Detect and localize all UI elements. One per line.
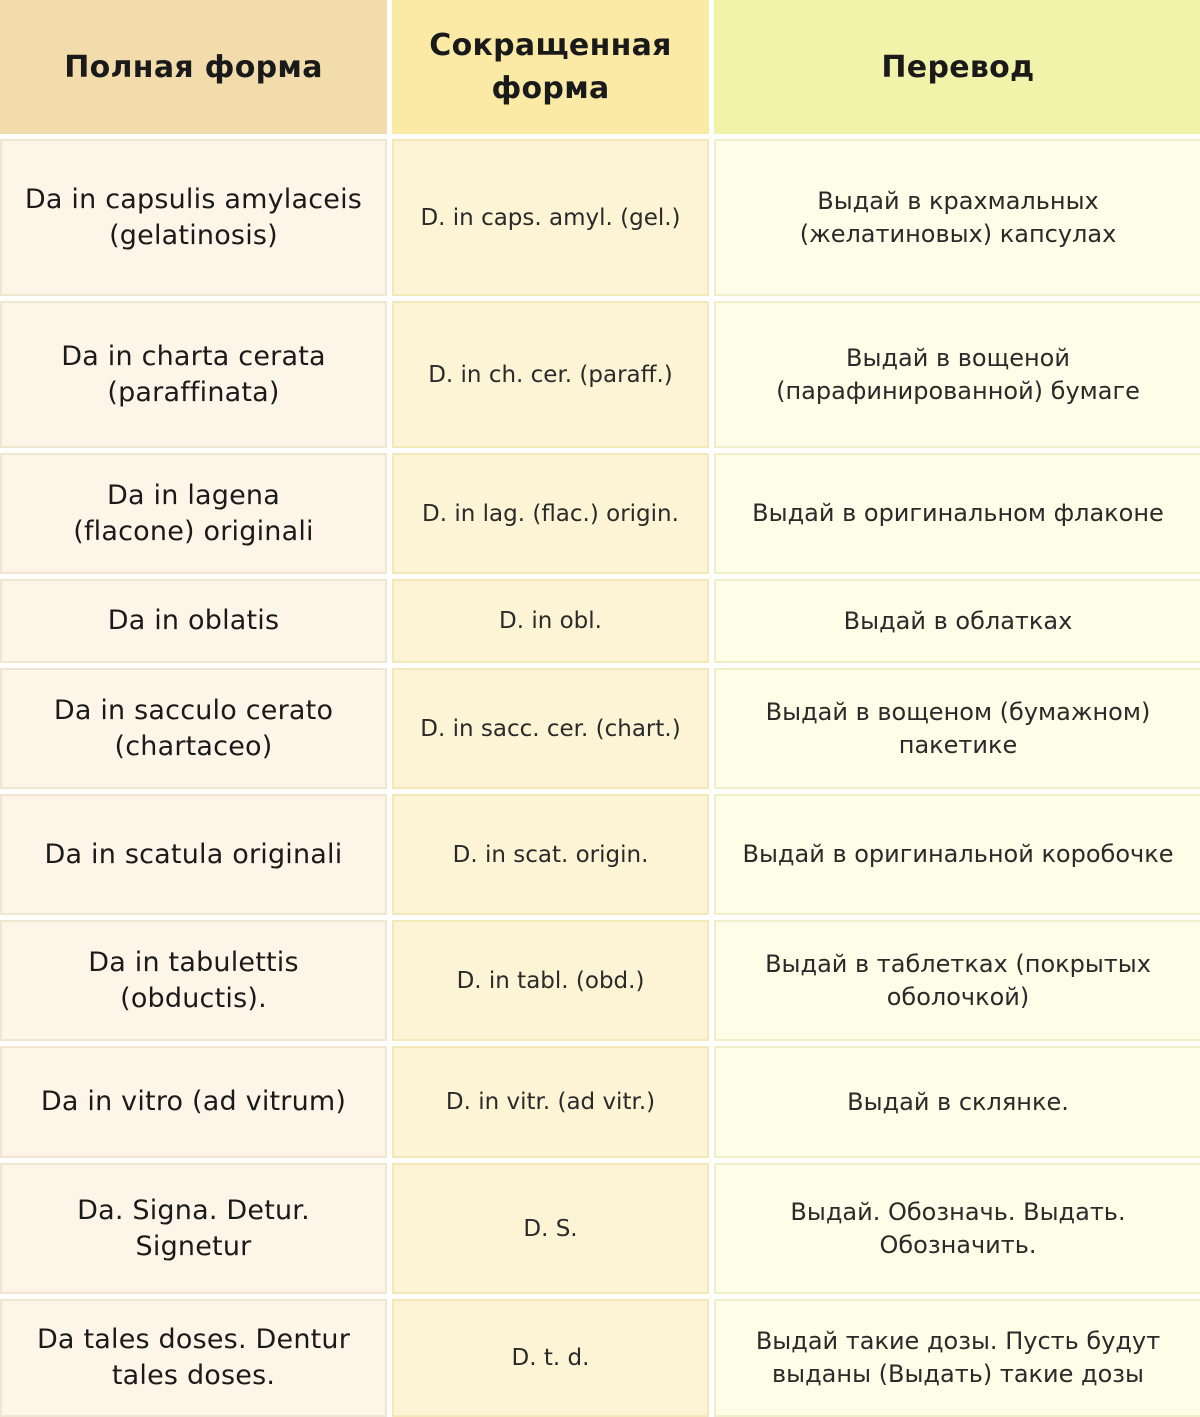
row-1-short-form: D. in caps. amyl. (gel.) [392, 139, 709, 296]
row-9-short-form: D. S. [392, 1163, 709, 1294]
row-8-full-form: Da in vitro (ad vitrum) [0, 1046, 387, 1158]
row-3-full-form: Da in lagena (flacone) originali [0, 453, 387, 574]
row-10-translation: Выдай такие дозы. Пусть будут выданы (Выдать) такие дозы [714, 1299, 1200, 1417]
row-10-full-form: Da tales doses. Dentur tales doses. [0, 1299, 387, 1417]
row-2-short-form: D. in ch. cer. (paraff.) [392, 301, 709, 448]
row-6-full-form: Da in scatula originali [0, 794, 387, 915]
row-8-translation: Выдай в склянке. [714, 1046, 1200, 1158]
row-2-full-form: Da in charta cerata (paraffinata) [0, 301, 387, 448]
row-7-full-form: Da in tabulettis (obductis). [0, 920, 387, 1041]
row-1-translation: Выдай в крахмальных (желатиновых) капсулах [714, 139, 1200, 296]
row-5-translation: Выдай в вощеном (бумажном) пакетике [714, 668, 1200, 789]
row-10-short-form: D. t. d. [392, 1299, 709, 1417]
row-7-translation: Выдай в таблетках (покрытых оболочкой) [714, 920, 1200, 1041]
row-8-short-form: D. in vitr. (ad vitr.) [392, 1046, 709, 1158]
row-3-translation: Выдай в оригинальном флаконе [714, 453, 1200, 574]
row-2-translation: Выдай в вощеной (парафинированной) бумаге [714, 301, 1200, 448]
row-9-translation: Выдай. Обозначь. Выдать. Обозначить. [714, 1163, 1200, 1294]
row-3-short-form: D. in lag. (flac.) origin. [392, 453, 709, 574]
row-7-short-form: D. in tabl. (obd.) [392, 920, 709, 1041]
row-1-full-form: Da in capsulis amylaceis (gelatinosis) [0, 139, 387, 296]
header-full-form: Полная форма [0, 0, 387, 134]
row-6-short-form: D. in scat. origin. [392, 794, 709, 915]
row-4-short-form: D. in obl. [392, 579, 709, 663]
header-short-form: Сокращенная форма [392, 0, 709, 134]
row-4-translation: Выдай в облатках [714, 579, 1200, 663]
row-9-full-form: Da. Signa. Detur. Signetur [0, 1163, 387, 1294]
row-5-full-form: Da in sacculo cerato (chartaceo) [0, 668, 387, 789]
row-6-translation: Выдай в оригинальной коробочке [714, 794, 1200, 915]
header-translation: Перевод [714, 0, 1200, 134]
row-4-full-form: Da in oblatis [0, 579, 387, 663]
row-5-short-form: D. in sacc. cer. (chart.) [392, 668, 709, 789]
